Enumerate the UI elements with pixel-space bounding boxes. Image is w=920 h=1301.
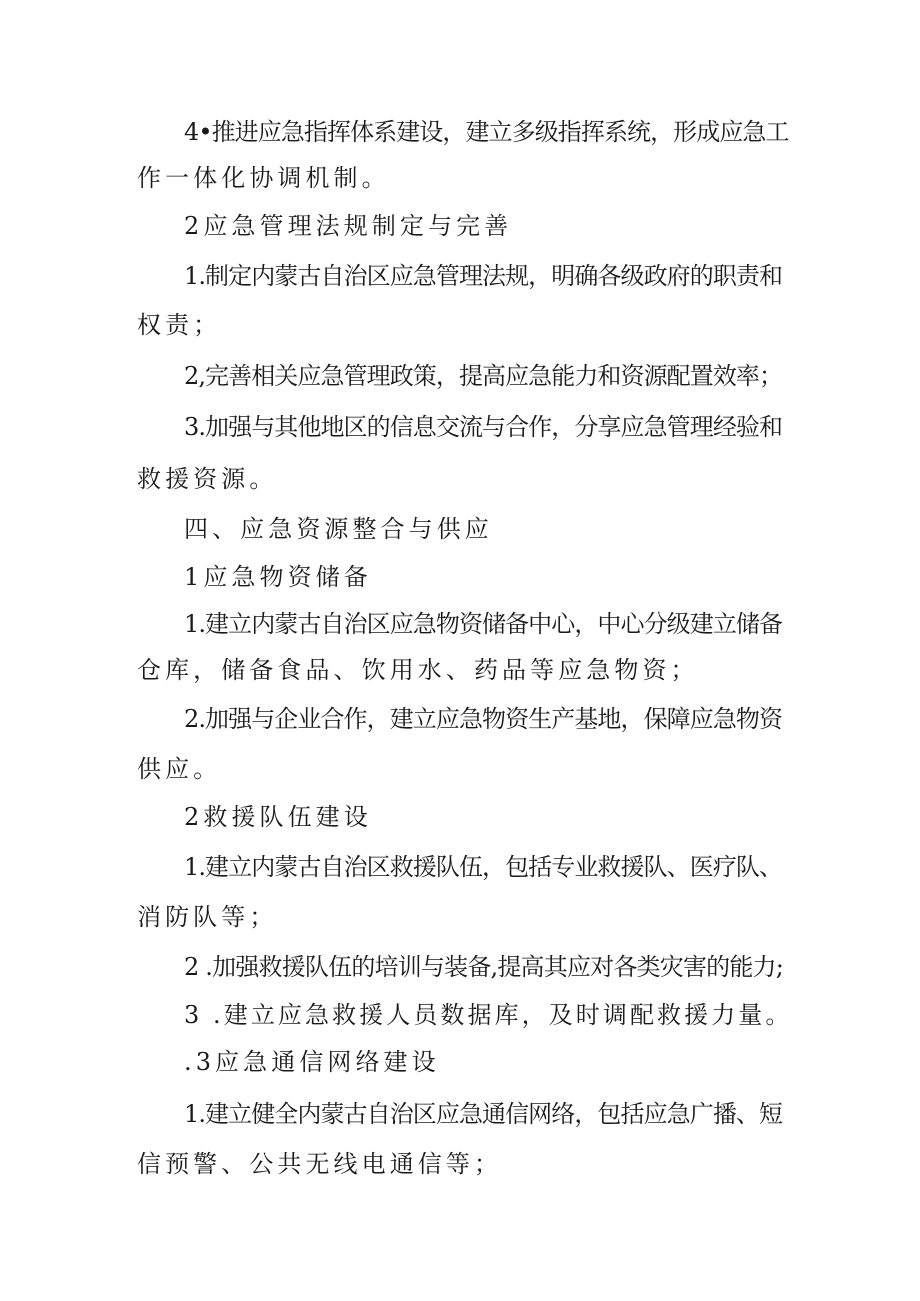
paragraph-line: 供应。	[137, 755, 222, 783]
paragraph-line: 2.加强与企业合作，建立应急物资生产基地，保障应急物资	[184, 705, 783, 733]
section-heading: 2应急管理法规制定与完善	[184, 212, 513, 240]
paragraph-line: 1.建立内蒙古自治区应急物资储备中心，中心分级建立储备	[184, 610, 783, 638]
paragraph-line: 救援资源。	[137, 465, 278, 493]
paragraph-line: 4•推进应急指挥体系建设，建立多级指挥系统，形成应急工	[184, 118, 789, 146]
paragraph-line: 1.制定内蒙古自治区应急管理法规，明确各级政府的职责和	[184, 262, 783, 290]
section-heading: 2救援队伍建设	[184, 803, 372, 831]
paragraph-line: 消防队等；	[137, 903, 278, 931]
paragraph-line: 3.加强与其他地区的信息交流与合作，分享应急管理经验和	[184, 413, 783, 441]
section-heading: 1应急物资储备	[184, 563, 372, 591]
paragraph-line: 2,完善相关应急管理政策，提高应急能力和资源配置效率；	[184, 362, 783, 390]
paragraph-line: 3 .建立应急救援人员数据库，及时调配救援力量。	[184, 1001, 793, 1029]
paragraph-line: 权责；	[137, 311, 222, 339]
section-heading: .3应急通信网络建设	[184, 1048, 440, 1076]
paragraph-line: 1.建立内蒙古自治区救援队伍，包括专业救援队、医疗队、	[184, 853, 783, 881]
paragraph-line: 1.建立健全内蒙古自治区应急通信网络，包括应急广播、短	[184, 1100, 783, 1128]
paragraph-line: 信预警、公共无线电通信等；	[137, 1150, 503, 1178]
paragraph-line: 作一体化协调机制。	[137, 164, 390, 192]
paragraph-line: 仓库，储备食品、饮用水、药品等应急物资；	[137, 656, 699, 684]
paragraph-line: 2 .加强救援队伍的培训与装备,提高其应对各类灾害的能力;	[184, 953, 784, 981]
chapter-heading: 四、应急资源整合与供应	[184, 515, 493, 543]
